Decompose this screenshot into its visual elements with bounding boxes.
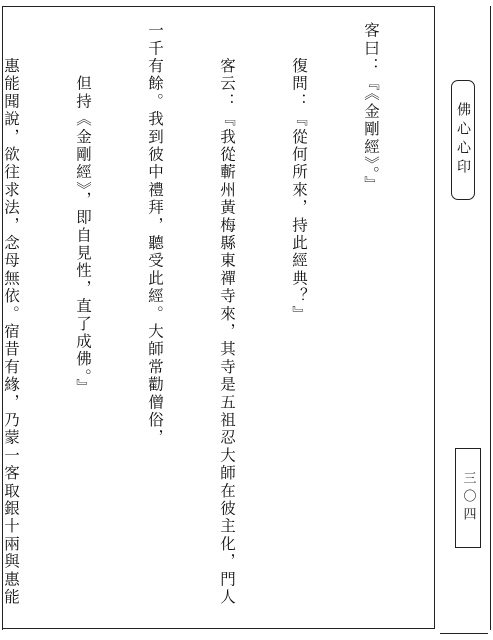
text-column: 客曰：『《金剛經》。』 bbox=[362, 22, 380, 194]
page-number-box bbox=[455, 448, 481, 548]
text-column: 復問：『從何所來，持此經典？』 bbox=[290, 22, 308, 323]
book-title-tab bbox=[451, 80, 475, 200]
text-column: 客云：『我從蘄州黃梅縣東禪寺來，其寺是五祖忍大師在彼主化，門人 bbox=[218, 22, 236, 607]
page-number: 三〇四 bbox=[460, 471, 476, 525]
text-column: 一千有餘。我到彼中禮拜，聽受此經。大師常勸僧俗， bbox=[146, 22, 164, 447]
text-column: 惠能聞說，欲往求法，念母無依。宿昔有緣，乃蒙一客取銀十兩與惠能 bbox=[2, 22, 20, 607]
scripture-text bbox=[2, 22, 431, 624]
book-title: 佛心心印 bbox=[455, 102, 471, 178]
top-rule bbox=[2, 6, 434, 7]
bottom-rule bbox=[2, 628, 434, 629]
frame-right-border bbox=[490, 6, 491, 630]
bottom-margin-rule bbox=[440, 633, 488, 634]
margin-rule bbox=[434, 6, 435, 629]
text-column: 但持《金剛經》，即自見性，直了成佛。』 bbox=[74, 22, 92, 396]
